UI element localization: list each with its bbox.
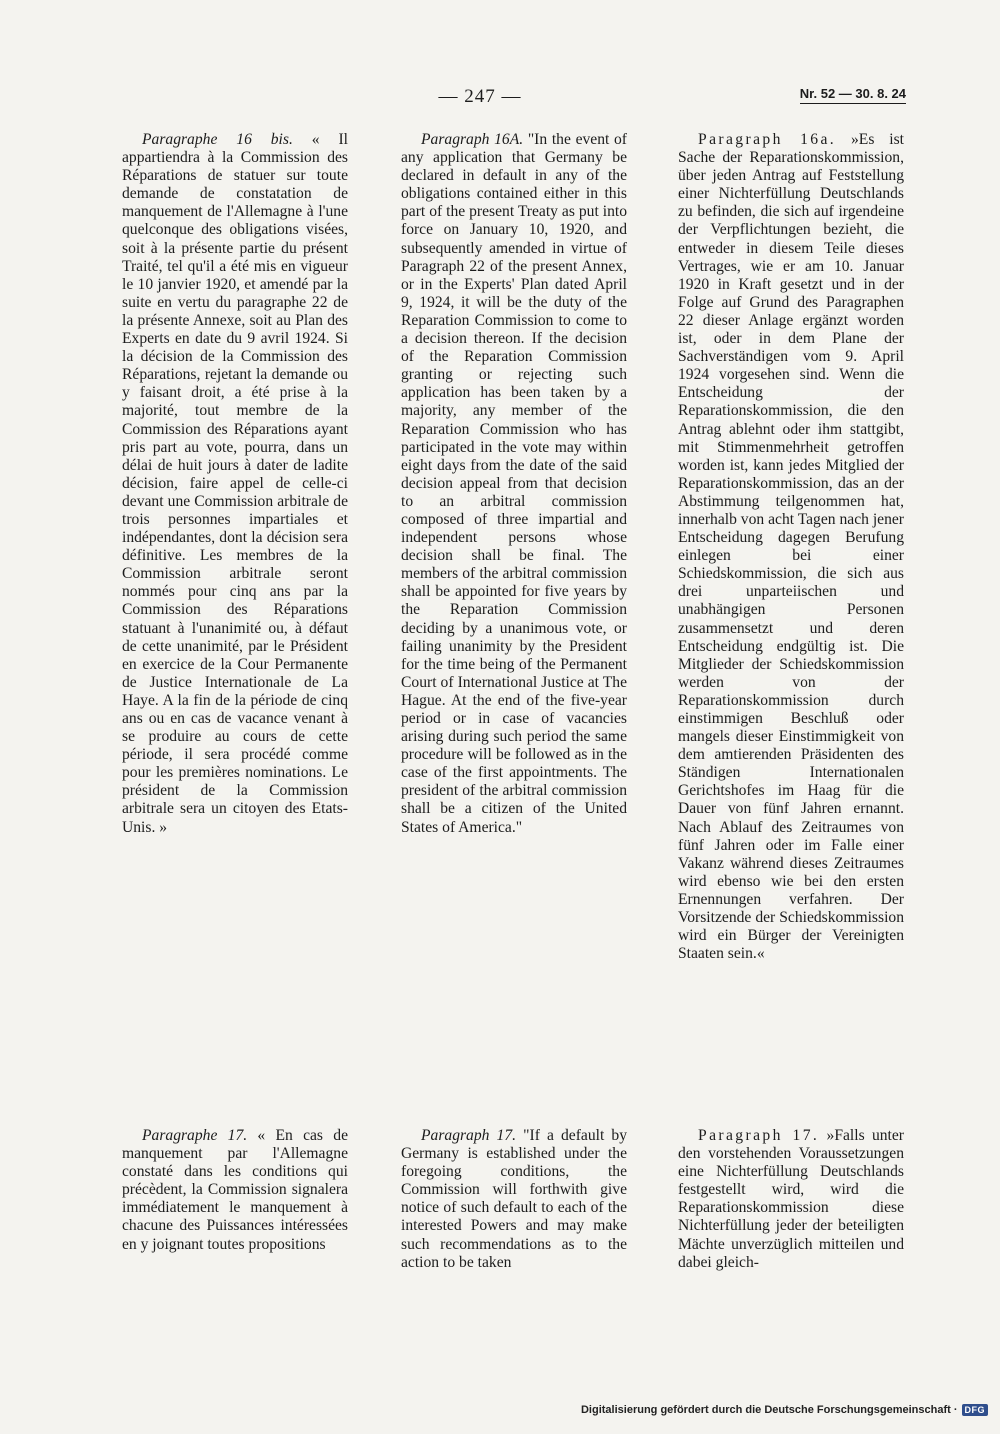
paragraph-heading: Paragraph 17. xyxy=(698,1127,820,1144)
paragraph-text: « Il appartiendra à la Commission des Réparations de statuer sur toute demande de constatation de manquement de l'Allemagne à l'une quelconque des obligations visées, soit à la présente partie du présent Traité, tel qu'il a été mis en vigueur le 10 janvier 1920, et amendé par la suite en vertu du paragraphe 22 de la présente Annexe, soit au Plan des Experts en date du 9 avril 1924. Si la décision de la Commission des Réparations, rejetant la demande ou y faisant droit, a été prise à la majorité, tout membre de la Commission des Réparations ayant pris part au vote, pourra, dans un délai de huit jours à dater de ladite décision, faire appel de celle-ci devant une Commission arbitrale de trois personnes impartiales et indépendantes, dont la décision sera définitive. Les membres de la Commission arbitrale seront nommés pour cinq ans par la Commission des Réparations statuant à l'unanimité ou, à défaut de cette unanimité, par le Président en exercice de la Cour Permanente de Justice Internationale de La Haye. A la fin de la période de cinq ans ou en cas de vacance venant à se produire au cours de cette période, il sera procédé comme pour les premières nominations. Le président de la Commission arbitrale sera un citoyen des Etats-Unis. » xyxy=(122,131,348,836)
paragraph-heading: Paragraph 16a. xyxy=(698,131,837,148)
english-paragraph-17 xyxy=(401,1127,627,1272)
paragraph-text: »Es ist Sache der Reparationskommission, über jeden Antrag auf Feststellung einer Nichterfüllung Deutschlands zu befinden, die sich auf irgendeine der Verpflichtungen bezieht, die entweder in diesem Teile dieses Vertrages, wie er am 10. Januar 1920 in Kraft gesetzt und in der Folge auf Grund des Paragraphen 22 dieser Anlage ergänzt worden ist, oder in dem Plane der Sachverständigen vom 9. April 1924 vorgesehen sind. Wenn die Entscheidung der Reparationskommission, die den Antrag ablehnt oder ihm stattgibt, mit Stimmenmehrheit getroffen worden ist, kann jedes Mitglied der Reparationskommission, das an der Abstimmung teilgenommen hat, innerhalb von acht Tagen nach jener Entscheidung dagegen Berufung einlegen bei einer Schiedskommission, die sich aus drei unparteiischen und unabhängigen Personen zusammensetzt und deren Entscheidung endgültig ist. Die Mitglieder der Schiedskommission werden von der Reparationskommission durch einstimmigen Beschluß oder mangels dieser Einstimmigkeit von dem amtierenden Präsidenten des Ständigen Internationalen Gerichtshofes im Haag für die Dauer von fünf Jahren ernannt. Nach Ablauf des Zeitraumes von fünf Jahren oder im Falle einer Vakanz während dieses Zeitraumes wird ebenso wie bei den ersten Ernennungen verfahren. Der Vorsitzende der Schiedskommission wird ein Bürger der Vereinigten Staaten sein.« xyxy=(678,131,904,963)
paragraph-heading: Paragraphe 17. xyxy=(142,1127,248,1144)
french-paragraph-16bis xyxy=(122,131,348,837)
paragraph-heading: Paragraph 16A. xyxy=(421,131,524,148)
english-paragraph-16a xyxy=(401,131,627,837)
digitization-credit xyxy=(581,1404,988,1416)
paragraph-text: "In the event of any application that Germany be declared in default in any of the obligations contained either in this part of the present Treaty as put into force on January 10, 1920, and subsequently amended in virtue of Paragraph 22 of the present Annex, or in the Experts' Plan dated April 9, 1924, it will be the duty of the Reparation Commission to come to a decision thereon. If the decision of the Reparation Commission granting or rejecting such application has been taken by a majority, any member of the Reparation Commission who has participated in the vote may within eight days from the date of the said decision appeal from that decision to an arbitral commission composed of three impartial and independent persons whose decision shall be final. The members of the arbitral commission shall be appointed for five years by the Reparation Commission deciding by a unanimous vote, or failing unanimity by the President for the time being of the Permanent Court of International Justice at The Hague. At the end of the five-year period or in case of vacancies arising during such period the same procedure will be followed as in the case of the first appointments. The president of the arbitral commission shall be a citizen of the United States of America." xyxy=(401,131,627,836)
paragraph-heading: Paragraph 17. xyxy=(421,1127,517,1144)
issue-reference: Nr. 52 — 30. 8. 24 xyxy=(800,86,906,104)
paragraph-heading: Paragraphe 16 bis. xyxy=(142,131,293,148)
german-paragraph-16a xyxy=(678,131,904,963)
german-paragraph-17 xyxy=(678,1127,904,1272)
paragraph-text: "If a default by Germany is established under the foregoing conditions, the Commission will forthwith give notice of such default to each of the interested Powers and may make such recommendations as to the action to be taken xyxy=(401,1127,628,1271)
credit-text: Digitalisierung gefördert durch die Deutsche Forschungsgemeinschaft · xyxy=(580,1404,958,1416)
french-paragraph-17 xyxy=(122,1127,348,1254)
paragraph-text: »Falls unter den vorstehenden Voraussetzungen eine Nichterfüllung Deutschlands festgestellt wird, wird die Reparationskommission diese Nichterfüllung jeder der beteiligten Mächte unverzüglich mitteilen und dabei gleich- xyxy=(678,1127,904,1271)
dfg-logo: DFG xyxy=(962,1404,989,1416)
page-number: — 247 — xyxy=(438,86,522,107)
paragraph-text: « En cas de manquement par l'Allemagne constaté dans les conditions qui précèdent, la Commission signalera immédiatement le manquement à chacune des Puissances intéressées en y joignant toutes propositions xyxy=(122,1127,348,1253)
